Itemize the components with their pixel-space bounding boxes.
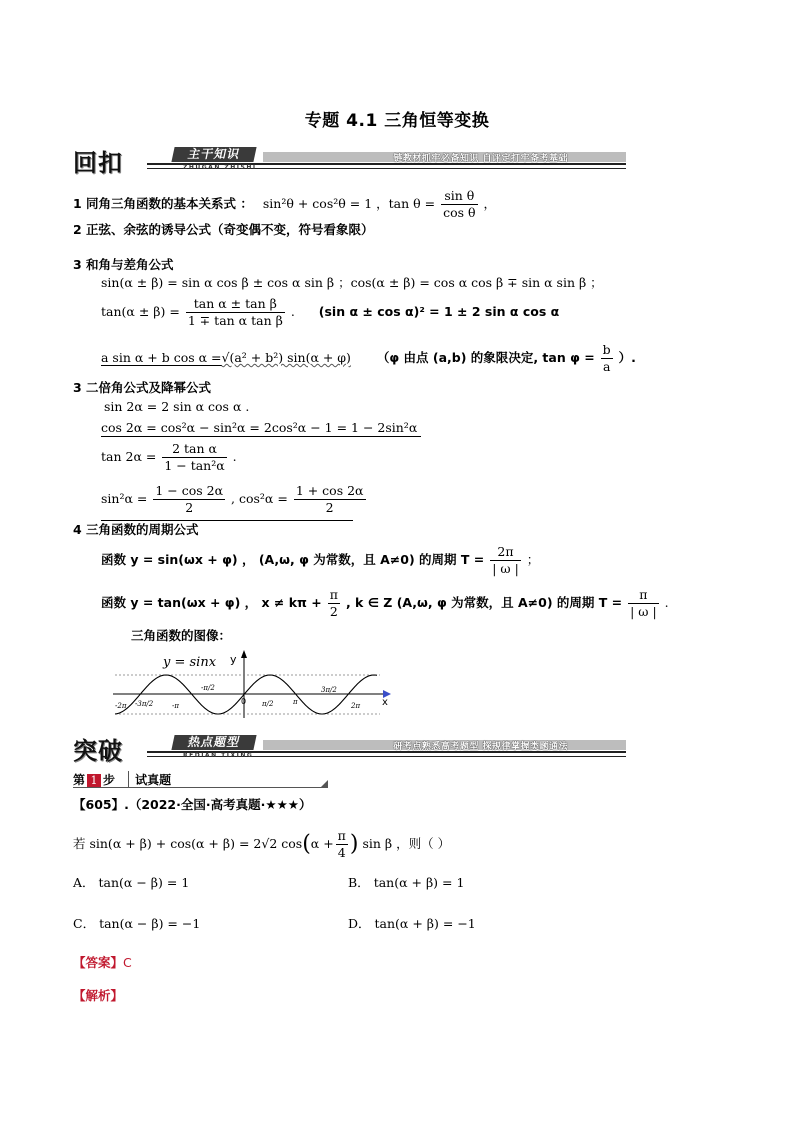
banner-tag: 主干知识 — [171, 147, 256, 162]
page-title: 专题 4.1 三角恒等变换 — [304, 111, 490, 131]
formula-sin-period: 函数 y = sin(ωx + φ) ， (A,ω, φ 为常数，且 A≠0) 的周期 T = $\frac{2\pi}{| \omega |}$ ； — [101, 544, 540, 576]
formula-tan2a: tan 2α = $\frac{\text{2 tan α}}{\text{1 − tan²α}}$ . — [101, 441, 237, 473]
formula-power-reduction: sin²α = $\frac{1 - \cos 2\alpha}{2}$ , cos²α = $\frac{1 + \cos 2\alpha}{2}$ — [101, 483, 364, 515]
section-label-induction: 2 正弦、余弦的诱导公式（奇变偶不变，符号看象限） — [73, 222, 374, 237]
bold-formula: (sin α ± cos α)² = 1 ± 2 sin α cos α — [318, 304, 560, 319]
formula-cos2a: cos 2α = cos²α − sin²α = 2cos²α − 1 = 1 − 2sin²α — [101, 420, 421, 437]
section-label-double-angle: 3 二倍角公式及降幂公式 — [73, 380, 212, 395]
formula-text: sin²θ + cos²θ = 1 ，tan θ = — [262, 196, 436, 211]
formula-line-1: 1 同角三角函数的基本关系式 ： sin²θ + cos²θ = 1 ，tan θ = $\frac{\text{sin θ}}{\text{cos θ}}$ ， — [73, 188, 497, 220]
problem-stem: 若 sin(α + β) + cos(α + β) = 2√2 cos(α + $\frac{\pi}{4}$ ) sin β ，则（ ） — [73, 828, 451, 860]
banner-slogan: 链教材抓牢必备知识 自评定打牢备考基础 — [393, 154, 568, 164]
formula-sin2a: sin 2α = 2 sin α cos α . — [104, 399, 250, 414]
tick-label: -π — [172, 702, 179, 710]
tick-label: -π/2 — [201, 684, 215, 692]
tick-label: 3π/2 — [321, 686, 337, 694]
option-c[interactable]: C． tan(α − β) = −1 — [73, 916, 201, 931]
option-d[interactable]: D． tan(α + β) = −1 — [348, 916, 476, 931]
section-banner-breakthrough — [73, 735, 626, 765]
formula-sum-diff: sin(α ± β) = sin α cos β ± cos α sin β ；cos(α ± β) = cos α cos β ∓ sin α sin β ； — [101, 275, 603, 290]
formula-auxiliary-angle: a sin α + b cos α =√(a² + b²) sin(α + φ) （φ 由点 (a,b) 的象限决定, tan φ = $\frac{b}{a}$ ）. — [101, 342, 636, 374]
answer-value: C — [123, 955, 132, 970]
step-header: 第 1 步 试真题 — [73, 769, 328, 785]
graph-label: 三角函数的图像： — [131, 628, 232, 643]
origin-label: 0 — [241, 697, 247, 706]
banner-tag-sub: ZHUGAN ZHISHI — [183, 164, 257, 171]
banner-slogan: 研考点熟悉高考题型 探规律掌握类题通法 — [393, 742, 568, 752]
sine-graph — [105, 648, 395, 720]
answer-label: 【答案】 — [73, 955, 124, 970]
banner-tag-sub: REDIAN TIXING — [183, 752, 254, 759]
problem-id: 【605】.（2022·全国·高考真题·★★★） — [73, 797, 312, 812]
x-axis-label: x — [382, 697, 388, 708]
y-axis-arrow — [241, 650, 247, 658]
section-label: 1 同角三角函数的基本关系式 ： — [73, 196, 253, 211]
y-axis-label: y — [230, 653, 237, 666]
formula-tan-sum-diff: tan(α ± β) = $\frac{\text{tan α ± tan β}}{\text{1 ∓ tan α tan β}}$ . (sin α ± cos α)² = 1 ± 2 sin α cos α — [101, 296, 560, 328]
option-a[interactable]: A． tan(α − β) = 1 — [73, 875, 190, 890]
analysis-label: 【解析】 — [73, 988, 124, 1003]
tick-label: π — [293, 698, 298, 706]
tick-label: π/2 — [262, 700, 274, 708]
banner-big-text: 回扣 — [73, 148, 123, 177]
answer-line — [73, 952, 132, 971]
banner-big-text: 突破 — [73, 736, 123, 765]
fraction: $\frac{\text{sin θ}}{\text{cos θ}}$ — [443, 188, 476, 220]
tick-label: -3π/2 — [135, 700, 154, 708]
step-name: 试真题 — [128, 771, 171, 788]
option-b[interactable]: B． tan(α + β) = 1 — [348, 875, 465, 890]
section-label-period: 4 三角函数的周期公式 — [73, 522, 199, 537]
section-banner-review — [73, 147, 626, 177]
section-label-sum-diff: 3 和角与差角公式 — [73, 257, 174, 272]
tick-label: 2π — [351, 702, 361, 710]
step-number: 1 — [87, 774, 101, 788]
function-label: y = sinx — [163, 655, 217, 670]
tick-label: -2π — [115, 702, 127, 710]
formula-tan-period: 函数 y = tan(ωx + φ) ， x ≠ kπ + $\frac{\pi}{2}$ , k ∈ Z (A,ω, φ 为常数，且 A≠0) 的周期 T = $\frac{\pi}{| \omega |}$ . — [101, 587, 669, 619]
banner-tag: 热点题型 — [171, 735, 256, 750]
